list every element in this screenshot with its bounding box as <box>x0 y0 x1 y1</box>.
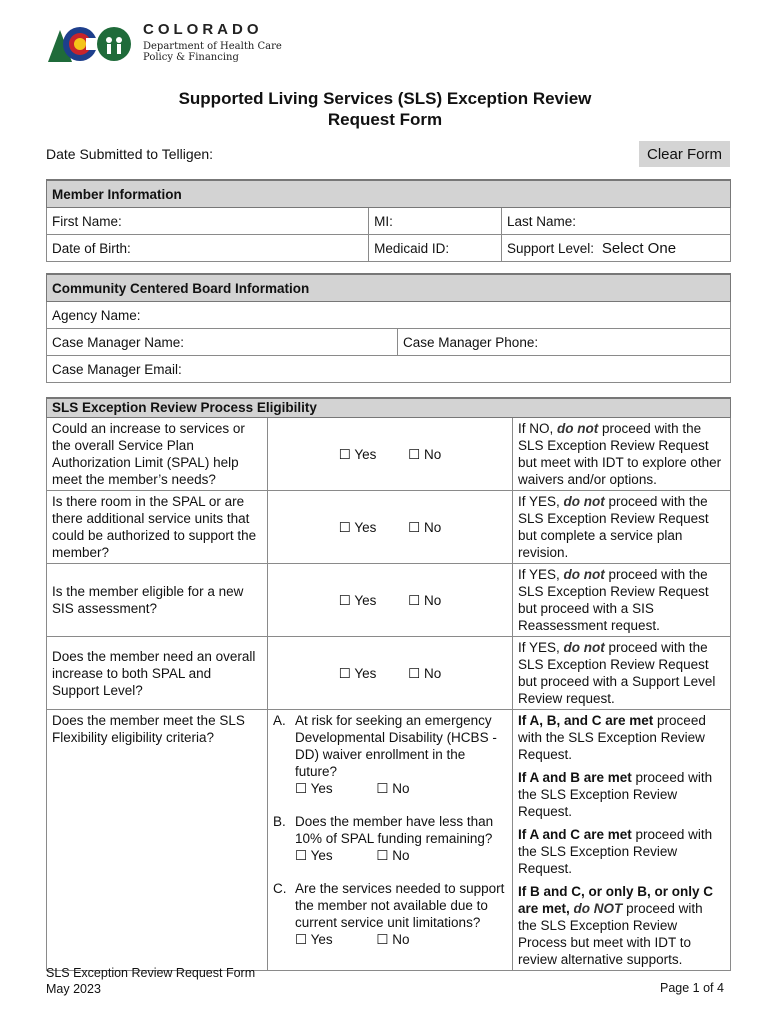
organization-block <box>143 21 282 63</box>
flexibility-guidance <box>513 710 731 971</box>
guidance-ab: If A and B are met proceed with the SLS Exception Review Request. <box>518 770 713 819</box>
guidance-ac: If A and C are met proceed with the SLS Exception Review Request. <box>518 827 713 876</box>
criterion-c-choice <box>273 931 507 948</box>
member-info-heading: Member Information <box>47 180 731 208</box>
question-text: Does the member need an overall increase to both SPAL and Support Level? <box>47 637 268 710</box>
case-manager-name-field[interactable]: Case Manager Name: <box>47 329 398 356</box>
ccb-info-heading: Community Centered Board Information <box>47 274 731 302</box>
case-manager-email-field[interactable]: Case Manager Email: <box>47 356 731 383</box>
page-number: Page 1 of 4 <box>660 981 724 995</box>
page-title: Supported Living Services (SLS) Exception Review Request Form <box>178 89 592 129</box>
criterion-a-choice <box>273 780 507 797</box>
yes-no-choice <box>268 491 513 564</box>
case-manager-phone-field[interactable]: Case Manager Phone: <box>398 329 731 356</box>
department-name: Department of Health Care Policy & Financing <box>143 41 282 63</box>
eligibility-table <box>46 397 731 971</box>
criterion-b-choice <box>273 847 507 864</box>
member-information-table <box>46 179 731 262</box>
no-checkbox[interactable]: ☐ No <box>376 932 410 947</box>
yes-checkbox[interactable]: ☐ Yes <box>295 781 333 796</box>
yes-no-choice <box>268 637 513 710</box>
support-level-select[interactable]: Select One <box>601 239 677 257</box>
guidance-abc: If A, B, and C are met proceed with the SLS Exception Review Request. <box>518 713 706 762</box>
criterion-b: B. Does the member have less than 10% of SPAL funding remaining? <box>273 814 494 846</box>
yes-no-choice <box>268 564 513 637</box>
yes-checkbox[interactable]: ☐ Yes <box>295 932 333 947</box>
eligibility-row <box>47 564 731 637</box>
guidance-text: If YES, do not proceed with the SLS Exception Review Request but proceed with a SIS Reassessment request. <box>513 564 731 637</box>
no-checkbox[interactable]: ☐ No <box>408 592 442 608</box>
agency-name-field[interactable]: Agency Name: <box>47 302 731 329</box>
criterion-a: A. At risk for seeking an emergency Developmental Disability (HCBS - DD) waiver enrollment in the future? <box>273 713 497 779</box>
last-name-field[interactable]: Last Name: <box>502 208 731 235</box>
no-checkbox[interactable]: ☐ No <box>408 519 442 535</box>
footer-left <box>46 965 255 997</box>
yes-checkbox[interactable]: ☐ Yes <box>338 446 377 462</box>
date-submitted-label: Date Submitted to Telligen: <box>46 146 214 162</box>
flexibility-question: Does the member meet the SLS Flexibility eligibility criteria? <box>47 710 268 971</box>
support-level-field[interactable] <box>502 235 731 262</box>
clear-form-button[interactable]: Clear Form <box>639 141 730 167</box>
guidance-text: If NO, do not proceed with the SLS Exception Review Request but meet with IDT to explore other waivers and/or options. <box>513 418 731 491</box>
flexibility-row <box>47 710 731 971</box>
no-checkbox[interactable]: ☐ No <box>408 665 442 681</box>
yes-checkbox[interactable]: ☐ Yes <box>338 592 377 608</box>
no-checkbox[interactable]: ☐ No <box>376 781 410 796</box>
yes-checkbox[interactable]: ☐ Yes <box>295 848 333 863</box>
no-checkbox[interactable]: ☐ No <box>408 446 442 462</box>
question-text: Is there room in the SPAL or are there additional service units that could be authorized to support the member? <box>47 491 268 564</box>
flexibility-criteria <box>268 710 513 971</box>
yes-checkbox[interactable]: ☐ Yes <box>338 665 377 681</box>
first-name-field[interactable]: First Name: <box>47 208 369 235</box>
guidance-text: If YES, do not proceed with the SLS Exception Review Request but proceed with a Support Level Review request. <box>513 637 731 710</box>
yes-no-choice <box>268 418 513 491</box>
eligibility-row <box>47 418 731 491</box>
no-checkbox[interactable]: ☐ No <box>376 848 410 863</box>
eligibility-row <box>47 637 731 710</box>
support-level-label: Support Level: <box>507 240 595 256</box>
footer-form-name: SLS Exception Review Request Form <box>46 966 256 980</box>
medicaid-id-field[interactable]: Medicaid ID: <box>369 235 502 262</box>
guidance-bc: If B and C, or only B, or only C are met, do NOT proceed with the SLS Exception Review Process but meet with IDT to review alternative supports. <box>518 884 714 967</box>
guidance-text: If YES, do not proceed with the SLS Exception Review Request but complete a service plan revision. <box>513 491 731 564</box>
state-name: COLORADO <box>143 21 263 38</box>
question-text: Is the member eligible for a new SIS assessment? <box>47 564 268 637</box>
eligibility-row <box>47 491 731 564</box>
dob-field[interactable]: Date of Birth: <box>47 235 369 262</box>
criterion-c: C. Are the services needed to support the member not available due to current service unit limitations? <box>273 881 505 930</box>
yes-checkbox[interactable]: ☐ Yes <box>338 519 377 535</box>
colorado-logo <box>46 22 136 66</box>
question-text: Could an increase to services or the overall Service Plan Authorization Limit (SPAL) help meet the member’s needs? <box>47 418 268 491</box>
colorado-logo-icon <box>46 22 136 66</box>
mi-field[interactable]: MI: <box>369 208 502 235</box>
footer-date: May 2023 <box>46 982 101 996</box>
eligibility-heading: SLS Exception Review Process Eligibility <box>47 398 731 418</box>
ccb-information-table <box>46 273 731 383</box>
